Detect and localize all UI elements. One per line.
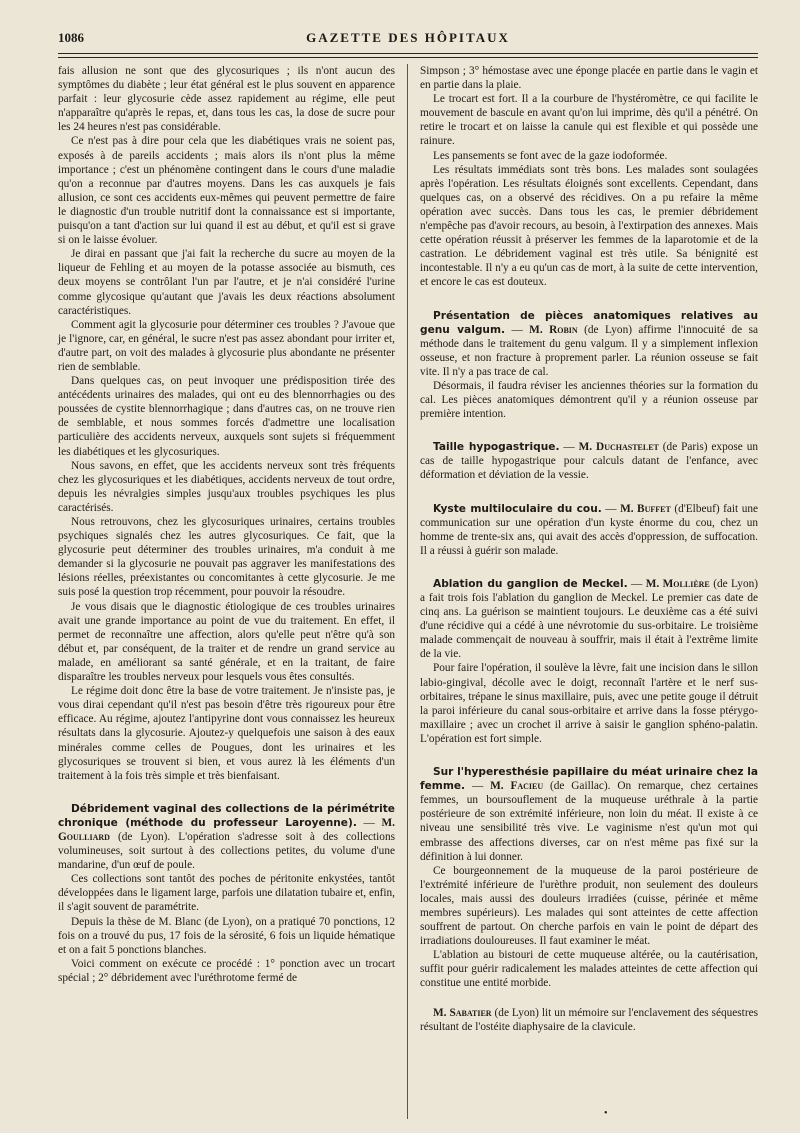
section-author: M. Facieu [490,780,544,793]
paragraph: Ce n'est pas à dire pour cela que les diabétiques vrais ne soient pas, exposés à de pareils accidents ; mais alors ils n'ont plus la même importance ; c'est un phénomène contingent dans le cours d'une maladie qu'on a reconnue par d'autres moyens. Dans les cas auxquels je fais allusion, ce sont ces accidents eux-mêmes qui peuvent permettre de faire le diagnostic d'un trouble nutritif dont la connaissance est si importante, puisqu'on a tant d'action sur lui quand il est au début, et qu'il est si grave si on le laisse évoluer. [58,135,395,247]
section-robin: Présentation de pièces anatomiques relatives au genu valgum. — M. Robin (de Lyon) affirme l'innocuité de sa méthode dans le traitement du genu valgum. Il y a simplement inflexion osseuse, et non fracture à proprement parler. La réunion osseuse se fait vite. Il n'y a pas trace de cal. [420,309,758,378]
paragraph: Simpson ; 3° hémostase avec une éponge placée en partie dans le vagin et en partie dans la plaie. [420,65,758,92]
paragraph: Depuis la thèse de M. Blanc (de Lyon), on a pratiqué 70 ponctions, 12 fois on a trouvé du pus, 17 fois de la sérosité, 6 fois un liquide hématique et on a fait 5 ponctions blanches. [58,915,395,956]
paragraph: Le régime doit donc être la base de votre traitement. Je n'insiste pas, je vous dirai cependant qu'il n'est pas besoin d'être très rigoureux pour être efficace. Au régime, ajoutez l'antipyrine dont vous connaissez les heureux résultats dans la glycosurie. Ajoutez-y quelquefois une saison à des eaux minérales comme celles de Pougues, dont les urinaires et les glycosuriques se trouvent si bien, et vous aurez là les éléments d'un traitement à la fois très simple et très bienfaisant. [58,685,395,782]
section-author: M. Buffet [620,502,671,515]
paragraph: Ce bourgeonnement de la muqueuse de la paroi postérieure de l'extrémité inférieure de l'urèthre produit, non seulement des douleurs locales, mais aussi des douleurs irradiées (cuisse, périnée et même membres supérieurs). Les malades qui sont atteintes de cette affection souffrent de partout. On cherche parfois en vain le point de départ des irradiations douloureuses. Il faut examiner le méat. [420,864,758,948]
paragraph: Les pansements se font avec de la gaze iodoformée. [433,149,668,162]
left-column [58,64,395,985]
paragraph: fais allusion ne sont que des glycosuriques ; ils n'ont aucun des symptômes du diabète ; leur état général est le plus souvent en apparence parfait : leur glycosurie cède assez rapidement au régime, elle peut n'apparaître qu'après le repas, et, dans tous les cas, la dose de sucre pour les 24 heures n'est pas considérable. [58,65,395,134]
section-goulliard: Débridement vaginal des collections de la périmétrite chronique (méthode du professeur Laroyenne). — M. Goulliard (de Lyon). L'opération s'adresse soit à des collections volumineuses, soit surtout à des collections petites, du volume d'une mandarine, d'un œuf de poule. [58,802,395,872]
paragraph: Ces collections sont tantôt des poches de péritonite enkystées, tantôt développées dans le ligament large, parfois une dilatation tubaire et, enfin, il s'agit souvent de paramétrite. [58,873,395,914]
paragraph: Pour faire l'opération, il soulève la lèvre, fait une incision dans le sillon labio-gingival, décolle avec le doigt, reconnaît l'artère et le nerf sus-orbitaires, trépane le sinus maxillaire, puis, avec une petite gouge il détruit la paroi inférieure du canal sous-orbitaire et arrive dans la fosse ptérygo-maxillaire ; avec un crochet il arrive à saisir le ganglion sphéno-palatin. L'opération est fort simple. [420,662,758,745]
section-title: Sur l'hyperesthésie papillaire du méat urinaire chez la femme. [420,766,758,793]
section-author: M. Mollière [645,577,710,590]
section-text: (de Paris) expose un cas de taille hypogastrique pour calculs datant de l'enfance, avec déformation et déviation de la vessie. [420,441,758,482]
paragraph: Le trocart est fort. Il a la courbure de l'hystéromètre, ce qui facilite le mouvement de bascule en avant qu'on lui imprime, dès qu'il a pénétré. On retire le trocart et on laisse la canule qui est flexible et qui possède une rainure. [420,93,758,148]
paragraph: Nous savons, en effet, que les accidents nerveux sont très fréquents chez les glycosuriques et les diabétiques, accidents nerveux de tout ordre, depuis les névralgies simples jusqu'aux troubles psychiques les plus caractérisés. [58,459,395,514]
section-text: (de Lyon) lit un mémoire sur l'enclavement des séquestres résultant de l'ostéite diaphysaire de la clavicule. [420,1006,758,1033]
section-buffet: Kyste multiloculaire du cou. — M. Buffet (d'Elbeuf) fait une communication sur une opération d'un kyste énorme du cou, chez un homme de trente-six ans, qui avait des accès d'oppression, de suffocation. Il a réussi à guérir son malade. [420,502,759,557]
paragraph: Désormais, il faudra réviser les anciennes théories sur la formation du cal. Les pièces anatomiques démontrent qu'il y a réunion osseuse par première intention. [420,379,758,421]
section-title: Débridement vaginal des collections de la périmétrite chronique (méthode du professeur Laroyenne). [58,802,395,829]
page-number: 1086 [58,30,84,45]
footer-mark: • [604,1108,608,1119]
section-text: (de Lyon). L'opération s'adresse soit à des collections volumineuses, soit surtout à des collections petites, du volume d'une mandarine, d'un œuf de poule. [58,830,395,872]
section-author: M. Goulliard [58,816,395,843]
paragraph: Je dirai en passant que j'ai fait la recherche du sucre au moyen de la liqueur de Fehling et au moyen de la potasse associée au bismuth, ces deux moyens se contrôlant l'un par l'autre, et je n'ai considéré l'urine comme glycosique qu'autant que j'avais les deux réactions absolument caractéristiques. [58,248,395,317]
section-text: (de Lyon) affirme l'innocuité de sa méthode dans le traitement du genu valgum. Il y a simplement inflexion osseuse, et non fracture à proprement parler. La réunion osseuse se fait vite. Il n'y a pas trace de cal. [420,323,758,378]
journal-title: GAZETTE DES HÔPITAUX [306,30,510,45]
paragraph: Je vous disais que le diagnostic étiologique de ces troubles urinaires avait une grande importance au point de vue du traitement. En effet, il permet de reconnaître une affection, alors qu'elle peut n'être qu'à son début et, par conséquent, de la traiter et de rendre un grand service au malade, en améliorant sa santé générale, et en la traitant, de faire disparaître les troubles nerveux pour lesquels vous êtes consultés. [58,600,395,684]
header-rule-thick [58,53,758,54]
section-author: M. Sabatier [433,1006,492,1019]
section-text: (de Lyon) a fait trois fois l'ablation du ganglion de Meckel. Le premier cas date de cinq ans. La guérison se maintient toujours. Le deuxième cas a été suivi d'une récidive qui a cédé à une névrotomie du sus-orbitaire. Le troisième malade commençait de nouveau à souffrir, mais il était à l'extrême limite de la vie. [420,577,759,661]
section-duchastelet: Taille hypogastrique. — M. Duchastelet (de Paris) expose un cas de taille hypogastrique pour calculs datant de l'enfance, avec déformation et déviation de la vessie. [420,441,758,482]
section-title: Ablation du ganglion de Meckel. [433,577,628,590]
section-text: (de Gaillac). On remarque, chez certaines femmes, un boursouflement de la muqueuse uréthrale à la partie postérieure de son extrémité inférieure, non loin du méat. Il existe à ce niveau une sensibilité très vive. Le vaginisme n'est qu'un mot qui embrasse des affections diverses, car on n'est même pas fixé sur la définition à lui donner. [420,780,758,863]
section-author: M. Robin [529,323,578,336]
section-facieu: Sur l'hyperesthésie papillaire du méat urinaire chez la femme. — M. Facieu (de Gaillac). On remarque, chez certaines femmes, un boursouflement de la muqueuse uréthrale à la partie postérieure de son extrémité inférieure, non loin du méat. Il existe à ce niveau une sensibilité très vive. Le vaginisme n'est qu'un mot qui embrasse des affections diverses, car on n'est même pas fixé sur la définition à lui donner. [420,766,758,863]
page-header [58,28,758,52]
paragraph: L'ablation au bistouri de cette muqueuse altérée, ou la cautérisation, suffit pour guérir radicalement les malades atteintes de cette affection qui constitue une entité morbide. [420,949,758,990]
right-column [420,64,758,1034]
section-title: Kyste multiloculaire du cou. [433,502,602,515]
section-sabatier [420,1006,758,1034]
section-text: (d'Elbeuf) fait une communication sur une opération d'un kyste énorme du cou, chez un homme de trente-six ans, qui avait des accès d'oppression, de suffocation. Il a réussi à guérir son malade. [420,502,759,557]
paragraph: Voici comment on exécute ce procédé : 1° ponction avec un trocart spécial ; 2° débridement avec l'uréthrotome fermé de [58,957,395,984]
section-title: Présentation de pièces anatomiques relatives au genu valgum. [420,309,758,336]
header-rule-thin [58,57,758,58]
paragraph: Comment agit la glycosurie pour déterminer ces troubles ? J'avoue que je l'ignore, car, en général, le sucre n'est pas assez abondant pour irriter et, d'autre part, on voit des malades à glycosurie plus abondante ne présenter rien de semblable. [58,318,395,373]
paragraph: Les résultats immédiats sont très bons. Les malades sont soulagées après l'opération. Les résultats éloignés sont excellents. Cependant, dans quelques cas, on a observé des récidives. On a pu refaire la même opération avec succès. Dans tous les cas, le premier débridement n'empêche pas d'avoir recours, au besoin, à l'extirpation des annexes. Mais cette opération réussit à préserver les femmes de la laparotomie et de la castration. Le débridement vaginal est très utile. Sa bénignité est incontestable. Il n'y a eu qu'un cas de mort, à la suite de cette intervention, et encore le cas est douteux. [420,163,758,289]
column-separator [407,64,408,1119]
paragraph: Nous retrouvons, chez les glycosuriques urinaires, certains troubles psychiques signalés chez les autres glycosuriques. Ce fait, que la glycosurie peut déterminer des troubles urinaires, m'a conduit à me demander si la glycosurie ne pouvait pas aggraver les manifestations des lésions réelles, préexistantes ou concomitantes à cette glycosurie. Je me suis posé la question trop récemment, pour pouvoir la résoudre. [58,516,395,599]
section-title: Taille hypogastrique. [433,441,560,454]
paragraph: Dans quelques cas, on peut invoquer une prédisposition tirée des antécédents urinaires des malades, qui ont eu des blennorrhagies ou des poussées de cystite blennorrhagique ; dans d'autres cas, on ne trouve rien de semblable, et nous sommes forcés d'admettre une localisation particulière des accidents nerveux, auxquels sont sujets si fréquemment les diabétiques et les glycosuriques. [58,375,395,458]
section-author: M. Duchastelet [578,441,659,454]
section-molliere: Ablation du ganglion de Meckel. — M. Mollière (de Lyon) a fait trois fois l'ablation du ganglion de Meckel. Le premier cas date de cinq ans. La guérison se maintient toujours. Le deuxième cas a été suivi d'une récidive qui a cédé à une névrotomie du sus-orbitaire. Le troisième malade commençait de nouveau à souffrir, mais il était à l'extrême limite de la vie. [420,577,759,661]
